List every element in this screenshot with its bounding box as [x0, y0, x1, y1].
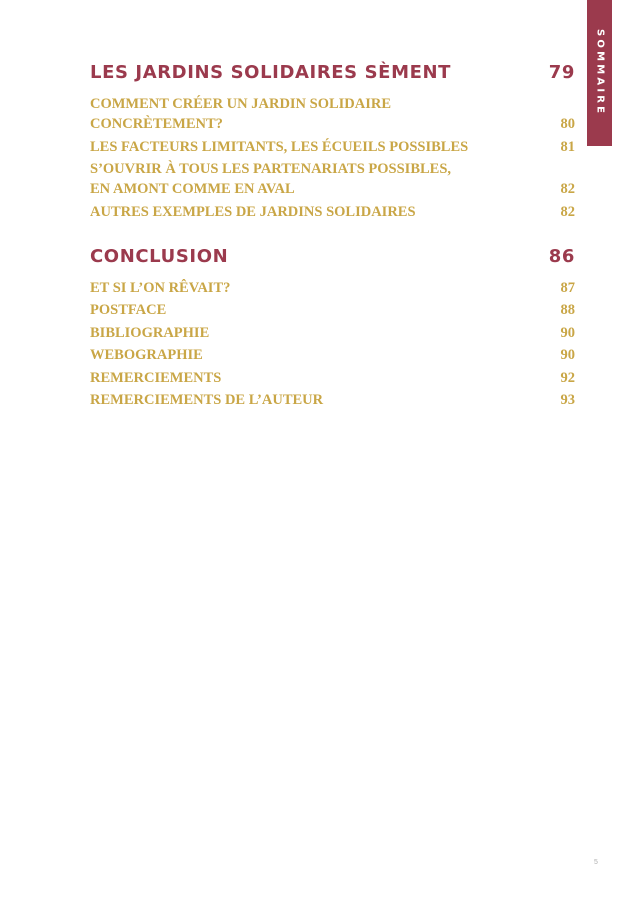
entry-label-line: S’OUVRIR À TOUS LES PARTENARIATS POSSIBLES,: [90, 161, 452, 177]
toc-entry[interactable]: [90, 390, 575, 410]
entry-label-line: REMERCIEMENTS: [90, 369, 222, 386]
section-title: CONCLUSION: [90, 245, 229, 267]
section-heading[interactable]: [90, 60, 575, 86]
toc-entry[interactable]: [90, 94, 575, 134]
entry-page-number: 82: [560, 181, 575, 197]
entry-label-line: CONCRÈTEMENT?: [90, 116, 223, 132]
toc-entry[interactable]: [90, 300, 575, 320]
entry-label: [90, 159, 451, 199]
entry-page-number: 92: [560, 369, 575, 386]
entry-label-line: AUTRES EXEMPLES DE JARDINS SOLIDAIRES: [90, 203, 416, 220]
toc-entry[interactable]: [90, 345, 575, 365]
entry-label: [90, 137, 468, 157]
entry-label: [90, 323, 209, 343]
toc-entry[interactable]: [90, 323, 575, 343]
sommaire-tab-label: SOMMAIRE: [594, 29, 606, 117]
sommaire-tab: [587, 0, 612, 146]
entry-label: [90, 368, 221, 388]
toc-section: [90, 244, 575, 411]
entry-label: [90, 300, 166, 320]
entry-page-number: 80: [560, 116, 575, 132]
entry-label-line: WEBOGRAPHIE: [90, 347, 203, 363]
toc-entry[interactable]: [90, 202, 575, 222]
entry-label-line: COMMENT CRÉER UN JARDIN SOLIDAIRE: [90, 96, 392, 112]
entry-page-number: 90: [560, 324, 575, 341]
entry-label-line: REMERCIEMENTS DE L’AUTEUR: [90, 392, 324, 408]
entry-label: [90, 278, 230, 298]
entry-label-line: POSTFACE: [90, 302, 167, 318]
toc-entry[interactable]: [90, 368, 575, 388]
section-title: LES JARDINS SOLIDAIRES SÈMENT: [90, 62, 452, 83]
toc-entry[interactable]: [90, 278, 575, 298]
section-page-number: 86: [548, 245, 575, 267]
page-number: 5: [594, 859, 598, 866]
entry-label: [90, 345, 203, 365]
entry-label: [90, 390, 323, 410]
entry-label: [90, 94, 391, 134]
table-of-contents: [90, 60, 575, 413]
toc-entry[interactable]: [90, 159, 575, 199]
entry-label-line: BIBLIOGRAPHIE: [90, 324, 210, 341]
entry-label-line: LES FACTEURS LIMITANTS, LES ÉCUEILS POSSIBLES: [90, 138, 469, 155]
toc-section: [90, 60, 575, 222]
entry-page-number: 82: [560, 203, 575, 220]
entry-page-number: 93: [560, 392, 575, 408]
entry-page-number: 81: [560, 138, 575, 155]
entry-page-number: 87: [560, 279, 575, 296]
section-heading[interactable]: [90, 244, 575, 270]
entry-label: [90, 202, 416, 222]
section-page-number: 79: [548, 62, 575, 83]
entry-label-line: EN AMONT COMME EN AVAL: [90, 181, 295, 197]
entry-page-number: 90: [560, 347, 575, 363]
toc-entry[interactable]: [90, 137, 575, 157]
entry-page-number: 88: [560, 302, 575, 318]
entry-label-line: ET SI L’ON RÊVAIT?: [90, 279, 231, 296]
